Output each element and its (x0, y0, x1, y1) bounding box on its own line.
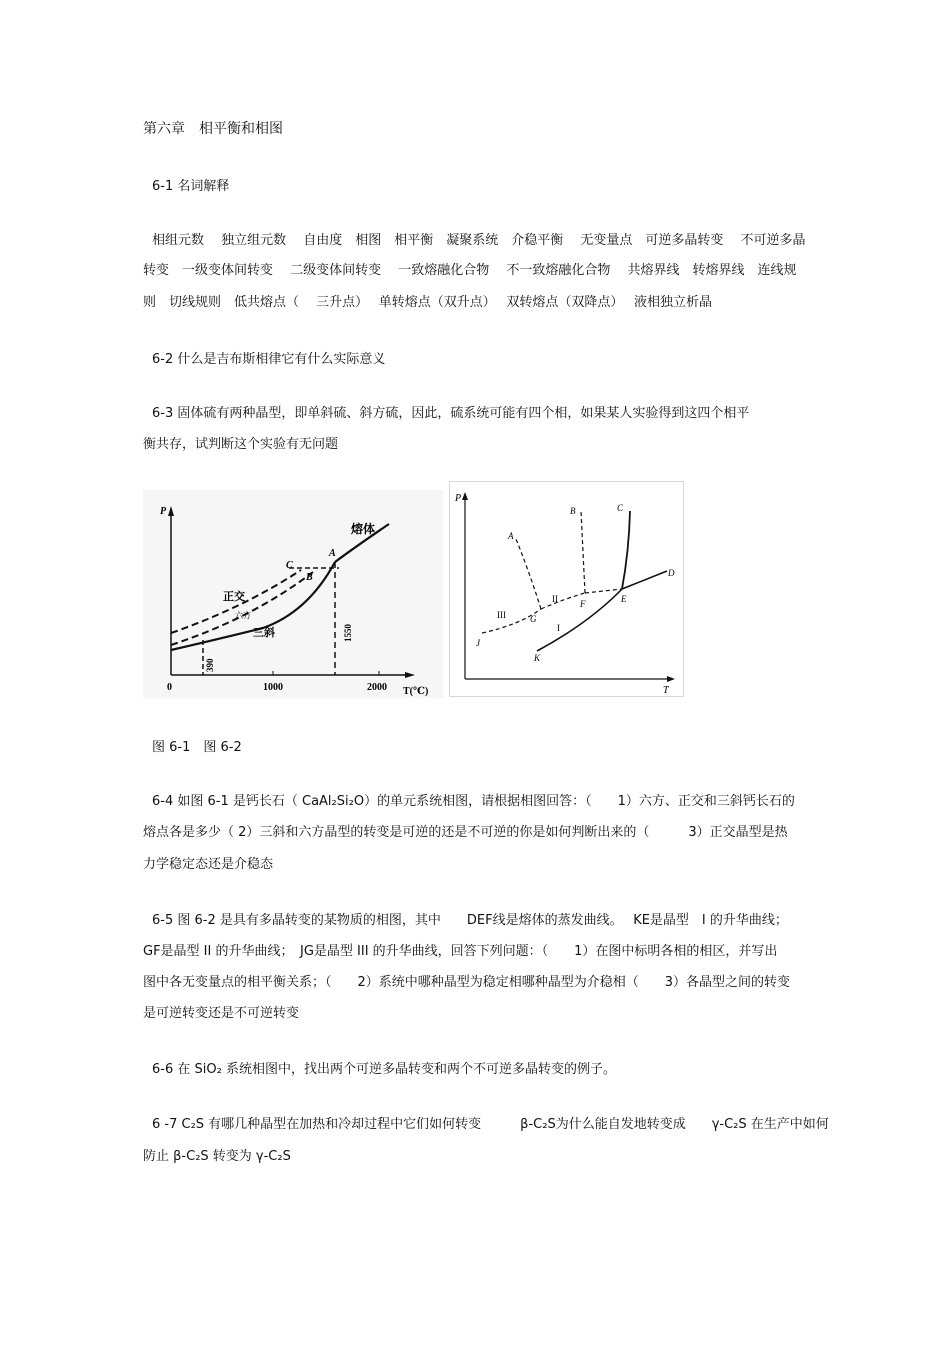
q64-line-3: 力学稳定态还是介稳态 (143, 857, 274, 872)
fig1-label-tri: 三斜 (253, 627, 275, 639)
q64-line-2: 熔点各是多少（ 2）三斜和六方晶型的转变是可逆的还是不可逆的你是如何判断出来的（ 3）正交晶型是热 (143, 825, 788, 840)
fig2-region-II: II (552, 594, 558, 604)
fig1-label-hex: 六方 (235, 611, 251, 620)
fig1-y-label: P (160, 506, 167, 517)
fig1-label-ortho: 正交 (223, 591, 245, 603)
fig2-point-D: D (668, 568, 675, 578)
q65-line-1: 6-5 图 6-2 是具有多晶转变的某物质的相图，其中 DEF线是熔体的蒸发曲线。 KE是晶型 I 的升华曲线； (152, 913, 788, 928)
q67-line-2: 防止 β-C₂S 转变为 γ-C₂S (143, 1149, 291, 1164)
q65-line-4: 是可逆转变还是不可逆转变 (143, 1006, 300, 1021)
q61-heading: 6-1 名词解释 (152, 179, 230, 194)
fig2-point-E: E (621, 594, 627, 604)
fig1-label-1550: 1550 (343, 624, 353, 642)
fig1-tick-1000: 1000 (263, 682, 283, 693)
fig2-point-C: C (617, 503, 624, 513)
q65-line-2: GF是晶型 II 的升华曲线； JG是晶型 III 的升华曲线，回答下列问题：（ 1）在图中标明各相的相区，并写出 (143, 944, 778, 959)
q64-line-1: 6-4 如图 6-1 是钙长石（ CaAl₂Si₂O）的单元系统相图，请根据相图回答：（ 1）六方、正交和三斜钙长石的 (152, 794, 795, 809)
fig2-point-F: F (580, 599, 586, 609)
fig2-point-J: J (476, 638, 480, 648)
q61-line-2: 转变 一级变体间转变 二级变体间转变 一致熔融化合物 不一致熔融化合物 共熔界线 转熔界线 连线规 (143, 263, 797, 278)
fig2-region-I: I (557, 623, 560, 633)
fig1-label-A: A (329, 548, 336, 559)
fig1-label-C: C (286, 560, 293, 571)
fig1-tick-0: 0 (167, 682, 172, 693)
q66-text: 6-6 在 SiO₂ 系统相图中，找出两个可逆多晶转变和两个不可逆多晶转变的例子。 (152, 1062, 616, 1077)
fig1-label-melt: 熔体 (351, 522, 376, 536)
fig2-point-G: G (530, 614, 537, 624)
figure-caption: 图 6-1 图 6-2 (152, 740, 242, 755)
chapter-title: 第六章 相平衡和相图 (143, 121, 283, 137)
fig2-region-III: III (497, 610, 506, 620)
figure-6-1-diagram (143, 490, 443, 698)
fig1-label-390: 390 (205, 658, 215, 672)
figure-6-2-diagram (449, 481, 684, 697)
q65-line-3: 图中各无变量点的相平衡关系；（ 2）系统中哪种晶型为稳定相哪种晶型为介稳相（ 3）各晶型之间的转变 (143, 975, 791, 990)
q67-line-1: 6 -7 C₂S 有哪几种晶型在加热和冷却过程中它们如何转变 β-C₂S为什么能自发地转变成 γ-C₂S 在生产中如何 (152, 1117, 829, 1132)
q63-line-2: 衡共存，试判断这个实验有无问题 (143, 437, 339, 452)
fig1-tick-2000: 2000 (367, 682, 387, 693)
fig2-x-label: T (663, 685, 669, 696)
fig2-point-K: K (534, 653, 541, 663)
q61-line-3: 则 切线规则 低共熔点（ 三升点） 单转熔点（双升点） 双转熔点（双降点） 液相独立析晶 (143, 295, 713, 310)
q62-text: 6-2 什么是吉布斯相律它有什么实际意义 (152, 352, 386, 367)
fig2-point-A: A (508, 531, 514, 541)
fig2-point-B: B (570, 506, 576, 516)
figure-6-1 (143, 490, 443, 698)
q63-line-1: 6-3 固体硫有两种晶型，即单斜硫、斜方硫，因此，硫系统可能有四个相，如果某人实验得到这四个相平 (152, 406, 750, 421)
q61-line-1: 相组元数 独立组元数 自由度 相图 相平衡 凝聚系统 介稳平衡 无变量点 可逆多晶转变 不可逆多晶 (152, 233, 806, 248)
fig1-label-B: B (306, 572, 313, 583)
fig1-x-label: T(℃) (403, 686, 429, 697)
figure-6-2 (449, 481, 684, 697)
fig2-y-label: P (455, 493, 462, 504)
